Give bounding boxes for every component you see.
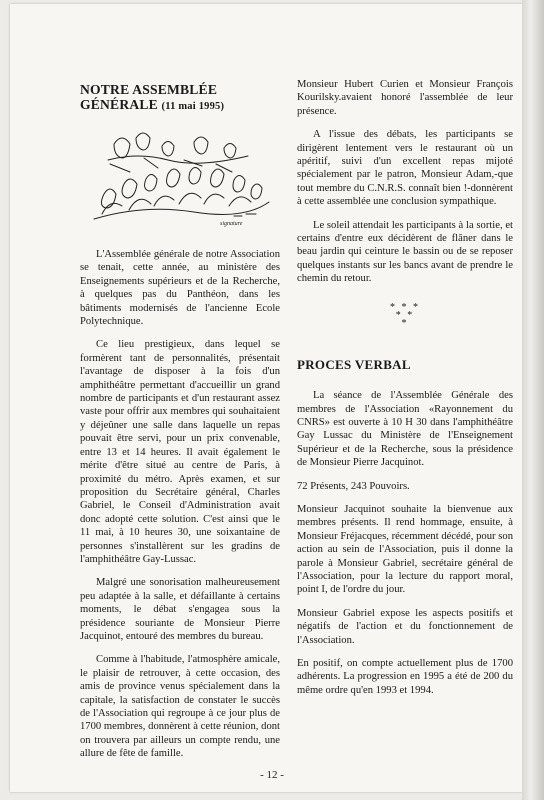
cartoon-crowd-sketch-icon — [84, 124, 274, 228]
stars-row-1: * * * — [390, 301, 420, 313]
title-date: (11 mai 1995) — [161, 101, 225, 112]
section-title: PROCES VERBAL — [297, 356, 411, 372]
right-column — [297, 78, 513, 707]
title-line-2: GÉNÉRALE — [80, 97, 158, 112]
pv-paragraph: Monsieur Jacquinot souhaite la bienvenue aux membres présents. Il rend hommage, ensuite, à Monsieur Fréjacques, récemment décédé, pour son action au sein de l'Association, puis il donne la parole à Monsieur Gabriel, secrétaire général de l'Association, pour la lecture du rapport moral, point I, de l'ordre du jour. — [297, 503, 513, 596]
svg-text:signature: signature — [220, 221, 243, 227]
left-column — [80, 82, 280, 771]
stars-row-3: * — [401, 317, 409, 329]
section-separator — [297, 301, 513, 329]
pv-paragraph: Monsieur Gabriel expose les aspects positifs et négatifs de l'action et du fonctionnement de l'Association. — [297, 607, 513, 646]
pv-paragraph: 72 Présents, 243 Pouvoirs. — [297, 480, 410, 492]
stars-row-2: * * — [395, 309, 415, 321]
left-paragraph: Comme à l'habitude, l'atmosphère amicale, le plaisir de retrouver, à cette occasion, des amis de province venus spécialement dans la capitale, la satisfaction de constater le succès de l'Association qui regroupe à ce jour plus de 1700 membres, donnèrent à cette réunion, dont on trouvera par ailleurs un compte rendu, une allure de fête de famille. — [80, 654, 280, 760]
page-number: - 12 - — [260, 769, 284, 781]
left-paragraph: Malgré une sonorisation malheureusement peu adaptée à la salle, et défaillante à certains moments, le débat s'engagea sous la présidence souriante de Monsieur Pierre Jacquinot, entouré des membres du bureau. — [80, 577, 280, 642]
left-paragraph: Ce lieu prestigieux, dans lequel se formèrent tant de personnalités, présentait l'avantage de disposer à la fois d'un amphithéâtre permettant d'accueillir un grand nombre de participants et d'un restaurant assez vaste pour offrir aux membres qui souhaitaient y déjeûner une salle dans laquelle un repas pouvait être servi, pour un prix convenable, entre 13 et 14 heures. Il avait également le mérite d'être situé au centre de Paris, à proximité du métro. Après examen, et sur proposition du Secrétaire général, Charles Gabriel, le Conseil d'Administration avait donc adopté cette solution. C'est ainsi que le 11 mai, à 10 heures 30, une soixantaine de personnes s'installèrent sur les gradins de l'amphithéâtre Gay-Lussac. — [80, 339, 280, 565]
right-paragraph: A l'issue des débats, les participants se dirigèrent lentement vers le restaurant où un apéritif, suivi d'un excellent repas mijoté spécialement par le patron, Monsieur Adam,-que tout membre du C.N.R.S. connaît bien !-donnèrent à cette assemblée une conclusion sympathique. — [297, 129, 513, 208]
pv-paragraph: En positif, on compte actuellement plus de 1700 adhérents. La progression en 1995 a été de 200 du même ordre qu'en 1993 et 1994. — [297, 658, 513, 696]
binding-edge — [522, 0, 544, 800]
title-line-1: NOTRE ASSEMBLÉE — [80, 82, 218, 97]
right-paragraph: Monsieur Hubert Curien et Monsieur François Kourilsky.avaient honoré l'assemblée de leur présence. — [297, 79, 513, 117]
left-paragraph: L'Assemblée générale de notre Association se tenait, cette année, au ministère des Enseignements supérieurs et de la Recherche, à quelques pas du Panthéon, dans les bâtiments modernisés de l'ancienne Ecole Polytechnique. — [80, 249, 280, 328]
pv-intro: La séance de l'Assemblée Générale des membres de l'Association «Rayonnement du CNRS» est ouverte à 10 H 30 dans l'amphithéâtre Gay Lussac du Ministère de l'Enseignement Supérieur et de la Recherche, sous la présidence de Monsieur Pierre Jacquinot. — [297, 390, 513, 469]
article-title — [80, 82, 280, 114]
right-paragraph: Le soleil attendait les participants à la sortie, et certains d'entre eux décidèrent de flâner dans le beau jardin qui ceinture le bassin ou de se reposer quelques instants sur les bancs avant de prendre le chemin du retour. — [297, 219, 513, 285]
